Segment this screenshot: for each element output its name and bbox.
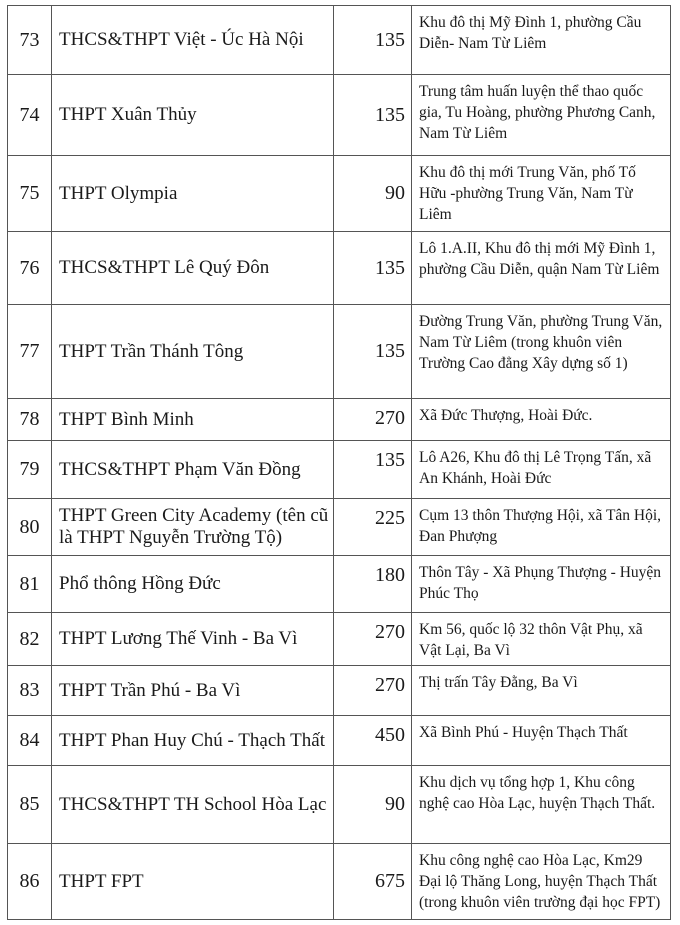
school-name: THPT Xuân Thủy <box>52 75 334 156</box>
school-address: Thôn Tây - Xã Phụng Thượng - Huyện Phúc Thọ <box>412 556 671 613</box>
school-name: THPT Lương Thế Vinh - Ba Vì <box>52 613 334 666</box>
enrollment-quota: 450 <box>334 716 412 766</box>
school-name: THCS&THPT Việt - Úc Hà Nội <box>52 6 334 75</box>
school-address: Trung tâm huấn luyện thể thao quốc gia, Tu Hoàng, phường Phương Canh, Nam Từ Liêm <box>412 75 671 156</box>
enrollment-quota: 90 <box>334 766 412 844</box>
table-row <box>8 232 671 305</box>
school-name: THPT Green City Academy (tên cũ là THPT Nguyễn Trường Tộ) <box>52 499 334 556</box>
row-number: 76 <box>8 232 52 305</box>
table-body <box>8 6 671 920</box>
row-number: 75 <box>8 156 52 232</box>
enrollment-quota: 90 <box>334 156 412 232</box>
enrollment-quota: 180 <box>334 556 412 613</box>
enrollment-quota: 270 <box>334 666 412 716</box>
school-address: Lô A26, Khu đô thị Lê Trọng Tấn, xã An Khánh, Hoài Đức <box>412 441 671 499</box>
row-number: 77 <box>8 305 52 399</box>
row-number: 81 <box>8 556 52 613</box>
school-address: Lô 1.A.II, Khu đô thị mới Mỹ Đình 1, phường Cầu Diễn, quận Nam Từ Liêm <box>412 232 671 305</box>
school-name: THPT Olympia <box>52 156 334 232</box>
row-number: 82 <box>8 613 52 666</box>
school-address: Xã Bình Phú - Huyện Thạch Thất <box>412 716 671 766</box>
table-row <box>8 613 671 666</box>
enrollment-quota: 135 <box>334 441 412 499</box>
table-row <box>8 766 671 844</box>
table-row <box>8 666 671 716</box>
enrollment-quota: 225 <box>334 499 412 556</box>
table-row <box>8 844 671 920</box>
school-name: THPT Trần Thánh Tông <box>52 305 334 399</box>
table-row <box>8 716 671 766</box>
school-address: Km 56, quốc lộ 32 thôn Vật Phụ, xã Vật Lại, Ba Vì <box>412 613 671 666</box>
row-number: 78 <box>8 399 52 441</box>
school-quota-table <box>7 5 671 920</box>
school-address: Thị trấn Tây Đằng, Ba Vì <box>412 666 671 716</box>
table-row <box>8 156 671 232</box>
table-row <box>8 399 671 441</box>
school-name: THPT Trần Phú - Ba Vì <box>52 666 334 716</box>
row-number: 83 <box>8 666 52 716</box>
row-number: 79 <box>8 441 52 499</box>
enrollment-quota: 270 <box>334 399 412 441</box>
school-address: Xã Đức Thượng, Hoài Đức. <box>412 399 671 441</box>
row-number: 85 <box>8 766 52 844</box>
table-row <box>8 499 671 556</box>
row-number: 84 <box>8 716 52 766</box>
school-name: THCS&THPT Phạm Văn Đồng <box>52 441 334 499</box>
enrollment-quota: 135 <box>334 75 412 156</box>
school-address: Khu đô thị mới Trung Văn, phố Tố Hữu -phường Trung Văn, Nam Từ Liêm <box>412 156 671 232</box>
row-number: 74 <box>8 75 52 156</box>
school-address: Đường Trung Văn, phường Trung Văn, Nam Từ Liêm (trong khuôn viên Trường Cao đẳng Xây dựng số 1) <box>412 305 671 399</box>
table-row <box>8 441 671 499</box>
enrollment-quota: 135 <box>334 305 412 399</box>
school-address: Khu công nghệ cao Hòa Lạc, Km29 Đại lộ Thăng Long, huyện Thạch Thất (trong khuôn viên trường đại học FPT) <box>412 844 671 920</box>
enrollment-quota: 135 <box>334 232 412 305</box>
table-row <box>8 6 671 75</box>
table-row <box>8 305 671 399</box>
school-address: Cụm 13 thôn Thượng Hội, xã Tân Hội, Đan Phượng <box>412 499 671 556</box>
row-number: 73 <box>8 6 52 75</box>
school-address: Khu đô thị Mỹ Đình 1, phường Cầu Diễn- Nam Từ Liêm <box>412 6 671 75</box>
table-row <box>8 556 671 613</box>
school-address: Khu dịch vụ tổng hợp 1, Khu công nghệ cao Hòa Lạc, huyện Thạch Thất. <box>412 766 671 844</box>
row-number: 86 <box>8 844 52 920</box>
school-name: Phổ thông Hồng Đức <box>52 556 334 613</box>
school-name: THPT Bình Minh <box>52 399 334 441</box>
enrollment-quota: 135 <box>334 6 412 75</box>
enrollment-quota: 270 <box>334 613 412 666</box>
school-name: THPT FPT <box>52 844 334 920</box>
school-name: THCS&THPT Lê Quý Đôn <box>52 232 334 305</box>
table-row <box>8 75 671 156</box>
school-name: THCS&THPT TH School Hòa Lạc <box>52 766 334 844</box>
enrollment-quota: 675 <box>334 844 412 920</box>
row-number: 80 <box>8 499 52 556</box>
school-name: THPT Phan Huy Chú - Thạch Thất <box>52 716 334 766</box>
